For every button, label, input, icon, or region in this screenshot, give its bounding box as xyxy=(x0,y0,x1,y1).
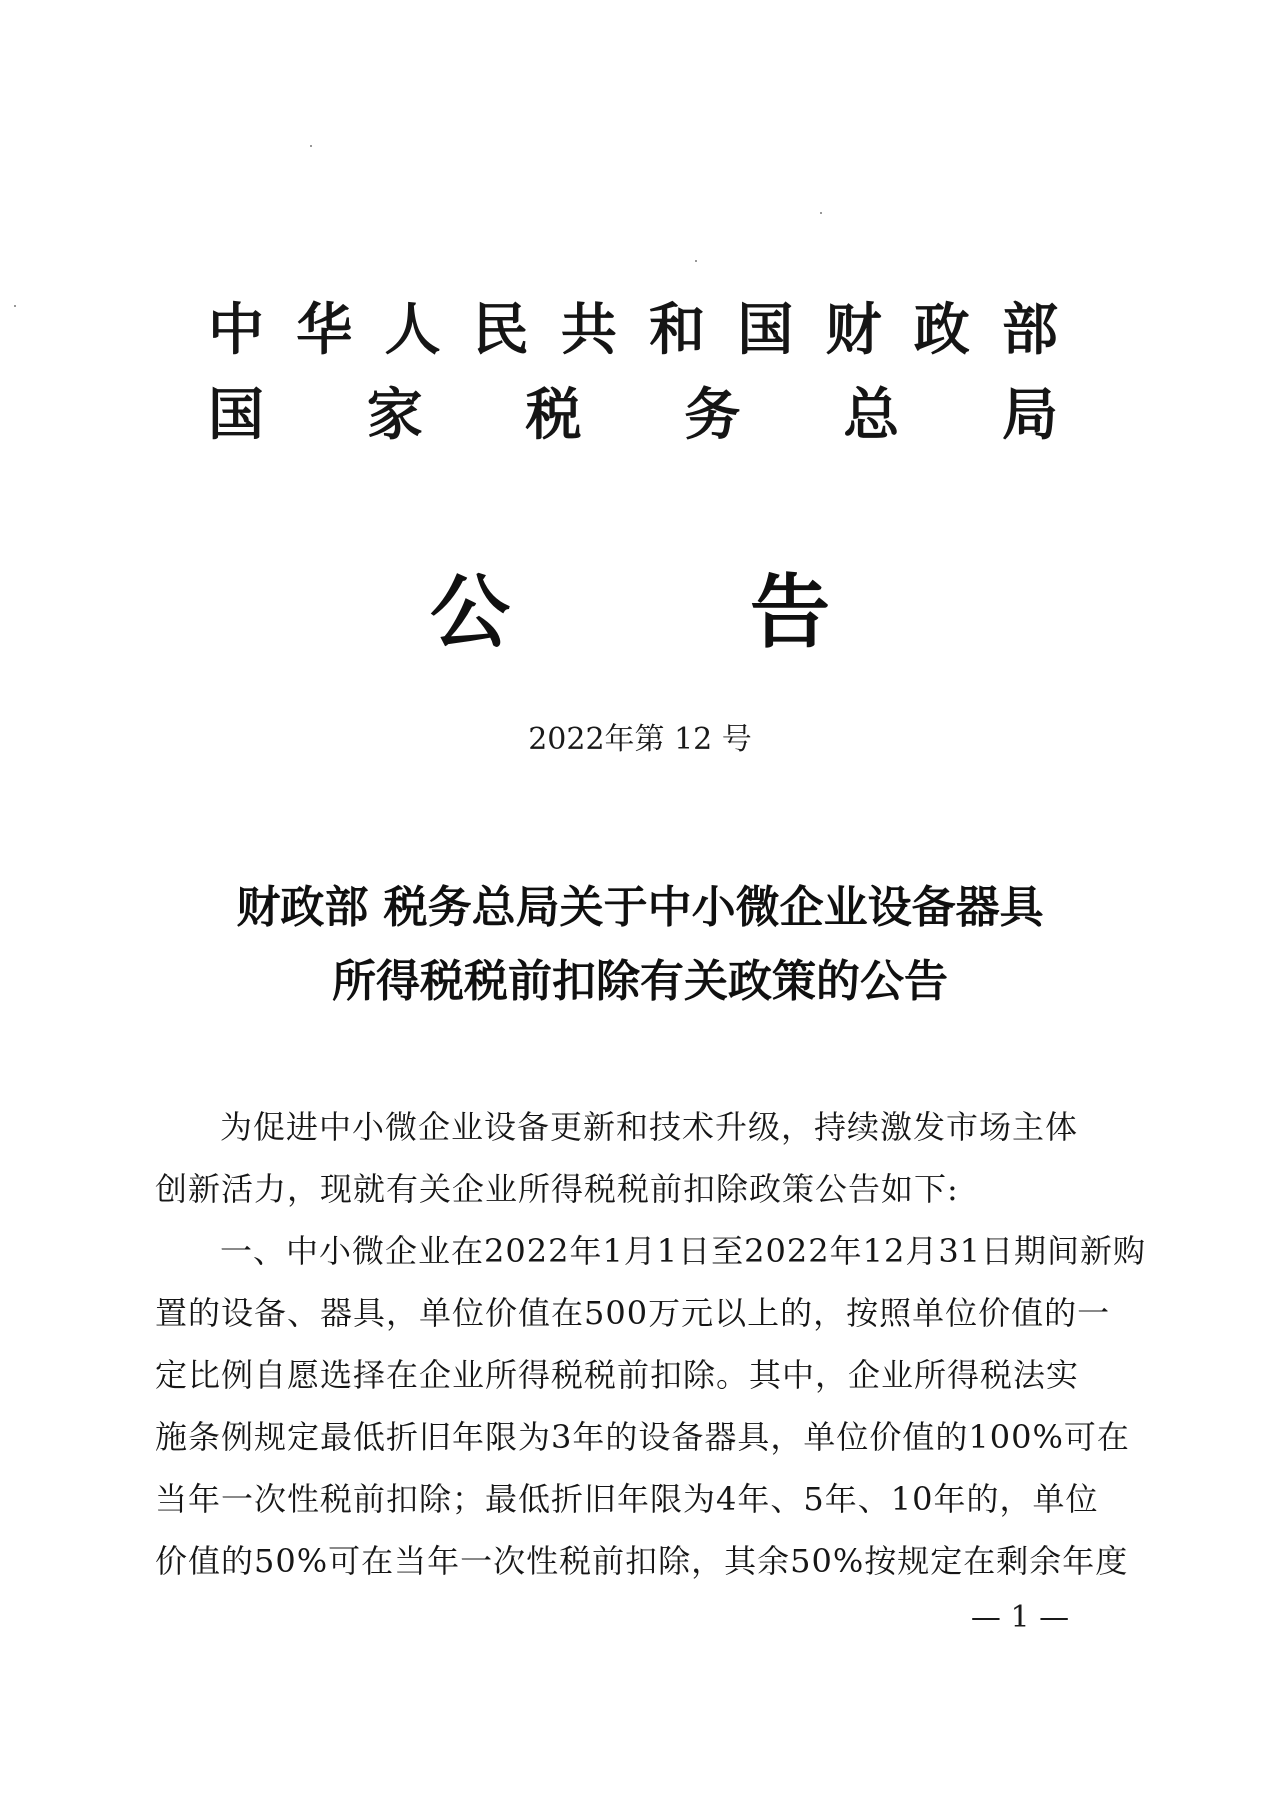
issuer-char: 局 xyxy=(1001,383,1058,448)
doc-type-char: 告 xyxy=(750,566,830,659)
scan-speck xyxy=(310,145,312,147)
document-type-heading xyxy=(430,565,830,661)
issuer-char: 政 xyxy=(913,298,970,363)
document-number: 2022年第 12 号 xyxy=(528,722,752,757)
issuer-char: 家 xyxy=(366,383,423,448)
page-number: — 1 — xyxy=(970,1600,1070,1635)
body-paragraph-line: 当年一次性税前扣除；最低折旧年限为4年、5年、10年的，单位 xyxy=(155,1480,1099,1518)
issuer-char: 税 xyxy=(525,383,582,448)
scan-speck xyxy=(14,305,16,307)
issuer-state-taxation-administration xyxy=(208,381,1058,451)
issuer-char: 人 xyxy=(384,298,441,363)
issuer-char: 华 xyxy=(296,298,353,363)
body-paragraph-line: 价值的50%可在当年一次性税前扣除，其余50%按规定在剩余年度 xyxy=(155,1542,1129,1580)
body-paragraph-line: 一、中小微企业在2022年1月1日至2022年12月31日期间新购 xyxy=(220,1232,1147,1270)
issuer-char: 国 xyxy=(737,298,794,363)
scan-speck xyxy=(820,212,822,214)
issuer-char: 务 xyxy=(684,383,741,448)
issuer-char: 共 xyxy=(560,298,617,363)
issuer-char: 部 xyxy=(1001,298,1058,363)
doc-type-char: 公 xyxy=(430,566,510,659)
issuer-char: 财 xyxy=(825,298,882,363)
issuer-ministry-of-finance xyxy=(208,296,1058,366)
body-paragraph-line: 创新活力，现就有关企业所得税税前扣除政策公告如下: xyxy=(155,1170,959,1208)
body-paragraph-line: 置的设备、器具，单位价值在500万元以上的，按照单位价值的一 xyxy=(155,1294,1111,1332)
scan-speck xyxy=(695,260,697,262)
issuer-char: 民 xyxy=(472,298,529,363)
document-title-line-2: 所得税税前扣除有关政策的公告 xyxy=(332,956,948,1007)
body-paragraph-line: 定比例自愿选择在企业所得税税前扣除。其中，企业所得税法实 xyxy=(155,1356,1080,1394)
issuer-char: 和 xyxy=(649,298,706,363)
body-paragraph-line: 施条例规定最低折旧年限为3年的设备器具，单位价值的100%可在 xyxy=(155,1418,1130,1456)
body-paragraph-line: 为促进中小微企业设备更新和技术升级，持续激发市场主体 xyxy=(220,1108,1079,1146)
issuer-char: 总 xyxy=(843,383,900,448)
issuer-char: 国 xyxy=(208,383,264,448)
issuer-char: 中 xyxy=(208,298,264,363)
document-title-line-1: 财政部 税务总局关于中小微企业设备器具 xyxy=(236,882,1044,933)
